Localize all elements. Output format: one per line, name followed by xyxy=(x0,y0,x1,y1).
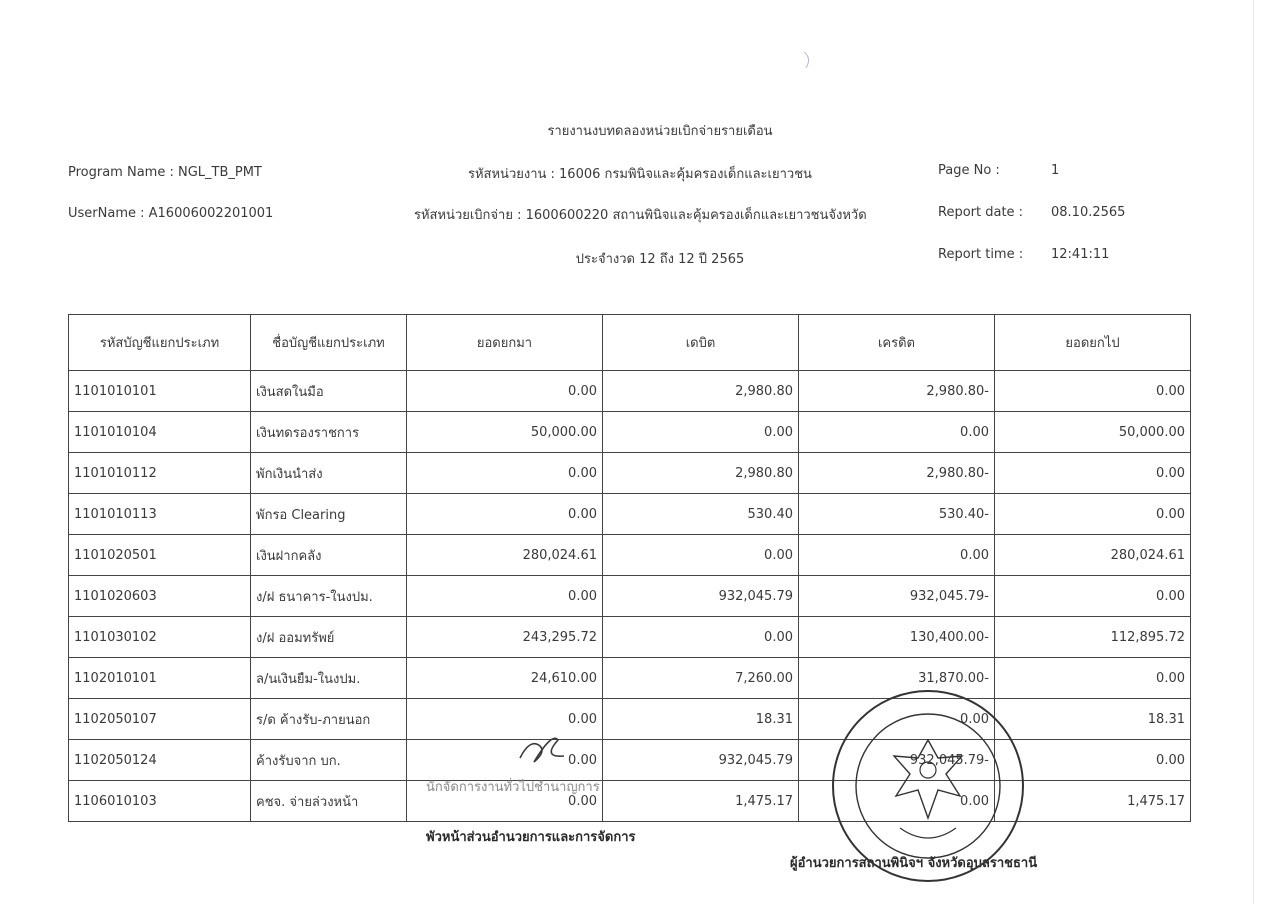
page-no-value: 1 xyxy=(1051,163,1060,178)
signer-title-right: ผู้อำนวยการสถานพินิจฯ จังหวัดอุบลราชธานี xyxy=(790,856,1038,871)
debit-cell: 2,980.80 xyxy=(603,371,799,412)
credit-cell: 0.00 xyxy=(799,781,995,822)
table-row xyxy=(69,535,1191,576)
carried-forward-cell: 1,475.17 xyxy=(995,781,1191,822)
report-time-label: Report time : xyxy=(938,247,1024,262)
account-code-cell: 1102050107 xyxy=(69,699,251,740)
account-name-cell: เงินฝากคลัง xyxy=(251,535,407,576)
credit-cell: 31,870.00- xyxy=(799,658,995,699)
handwritten-signature xyxy=(512,728,572,774)
account-name-cell: คชจ. จ่ายล่วงหน้า xyxy=(251,781,407,822)
debit-cell: 18.31 xyxy=(603,699,799,740)
credit-cell: 932,045.79- xyxy=(799,740,995,781)
account-code-cell: 1101030102 xyxy=(69,617,251,658)
brought-forward-cell: 0.00 xyxy=(407,371,603,412)
report-period: ประจำงวด 12 ถึง 12 ปี 2565 xyxy=(575,252,745,267)
agency-code: รหัสหน่วยงาน : 16006 กรมพินิจและคุ้มครองเด็กและเยาวชน xyxy=(468,167,812,182)
brought-forward-cell: 0.00 xyxy=(407,453,603,494)
report-title: รายงานงบทดลองหน่วยเบิกจ่ายรายเดือน xyxy=(547,124,773,139)
carried-forward-cell: 0.00 xyxy=(995,453,1191,494)
account-code-cell: 1101010113 xyxy=(69,494,251,535)
account-name-cell: ง/ฝ ออมทรัพย์ xyxy=(251,617,407,658)
carried-forward-cell: 0.00 xyxy=(995,494,1191,535)
table-row xyxy=(69,371,1191,412)
carried-forward-cell: 18.31 xyxy=(995,699,1191,740)
brought-forward-cell: 243,295.72 xyxy=(407,617,603,658)
report-date-value: 08.10.2565 xyxy=(1051,205,1126,220)
credit-cell: 0.00 xyxy=(799,699,995,740)
debit-cell: 7,260.00 xyxy=(603,658,799,699)
column-header-brought-forward: ยอดยกมา xyxy=(407,315,603,371)
credit-cell: 0.00 xyxy=(799,535,995,576)
brought-forward-cell: 50,000.00 xyxy=(407,412,603,453)
account-name-cell: ค้างรับจาก บก. xyxy=(251,740,407,781)
report-date-label: Report date : xyxy=(938,205,1024,220)
account-code-cell: 1101020603 xyxy=(69,576,251,617)
disbursing-unit: รหัสหน่วยเบิกจ่าย : 1600600220 สถานพินิจและคุ้มครองเด็กและเยาวชนจังหวัด xyxy=(414,208,867,223)
credit-cell: 0.00 xyxy=(799,412,995,453)
brought-forward-cell: 0.00 xyxy=(407,576,603,617)
table-row xyxy=(69,453,1191,494)
account-code-cell: 1102010101 xyxy=(69,658,251,699)
program-name: Program Name : NGL_TB_PMT xyxy=(68,165,262,180)
credit-cell: 2,980.80- xyxy=(799,453,995,494)
account-code-cell: 1101010104 xyxy=(69,412,251,453)
column-header-debit: เดบิต xyxy=(603,315,799,371)
table-row xyxy=(69,617,1191,658)
credit-cell: 2,980.80- xyxy=(799,371,995,412)
carried-forward-cell: 0.00 xyxy=(995,740,1191,781)
debit-cell: 2,980.80 xyxy=(603,453,799,494)
page-no-label: Page No : xyxy=(938,163,1000,178)
carried-forward-cell: 0.00 xyxy=(995,576,1191,617)
account-code-cell: 1106010103 xyxy=(69,781,251,822)
column-header-account-code: รหัสบัญชีแยกประเภท xyxy=(69,315,251,371)
stray-pen-mark xyxy=(800,50,814,70)
debit-cell: 1,475.17 xyxy=(603,781,799,822)
table-row xyxy=(69,494,1191,535)
brought-forward-cell: 0.00 xyxy=(407,781,603,822)
carried-forward-cell: 280,024.61 xyxy=(995,535,1191,576)
credit-cell: 530.40- xyxy=(799,494,995,535)
table-row xyxy=(69,576,1191,617)
account-name-cell: ล/นเงินยืม-ในงปม. xyxy=(251,658,407,699)
account-name-cell: ร/ด ค้างรับ-ภายนอก xyxy=(251,699,407,740)
brought-forward-cell: 0.00 xyxy=(407,740,603,781)
account-code-cell: 1101010101 xyxy=(69,371,251,412)
user-name: UserName : A16006002201001 xyxy=(68,206,274,221)
report-time-value: 12:41:11 xyxy=(1051,247,1110,262)
carried-forward-cell: 0.00 xyxy=(995,658,1191,699)
debit-cell: 932,045.79 xyxy=(603,576,799,617)
garuda-seal-icon xyxy=(830,688,1026,884)
debit-cell: 0.00 xyxy=(603,617,799,658)
account-name-cell: ง/ฝ ธนาคาร-ในงปม. xyxy=(251,576,407,617)
account-name-cell: พักเงินนำส่ง xyxy=(251,453,407,494)
brought-forward-cell: 0.00 xyxy=(407,494,603,535)
column-header-carried-forward: ยอดยกไป xyxy=(995,315,1191,371)
carried-forward-cell: 50,000.00 xyxy=(995,412,1191,453)
brought-forward-cell: 0.00 xyxy=(407,699,603,740)
column-header-account-name: ชื่อบัญชีแยกประเภท xyxy=(251,315,407,371)
account-code-cell: 1101010112 xyxy=(69,453,251,494)
debit-cell: 530.40 xyxy=(603,494,799,535)
signer-title-left: พัวหน้าส่วนอำนวยการและการจัดการ xyxy=(426,830,636,845)
debit-cell: 0.00 xyxy=(603,412,799,453)
brought-forward-cell: 280,024.61 xyxy=(407,535,603,576)
table-row xyxy=(69,412,1191,453)
account-name-cell: เงินทดรองราชการ xyxy=(251,412,407,453)
carried-forward-cell: 112,895.72 xyxy=(995,617,1191,658)
account-code-cell: 1102050124 xyxy=(69,740,251,781)
credit-cell: 130,400.00- xyxy=(799,617,995,658)
table-header-row xyxy=(69,315,1191,371)
signer-position: นักจัดการงานทั่วไปชำนาญการ xyxy=(426,780,600,795)
column-header-credit: เครดิต xyxy=(799,315,995,371)
carried-forward-cell: 0.00 xyxy=(995,371,1191,412)
debit-cell: 0.00 xyxy=(603,535,799,576)
brought-forward-cell: 24,610.00 xyxy=(407,658,603,699)
credit-cell: 932,045.79- xyxy=(799,576,995,617)
account-code-cell: 1101020501 xyxy=(69,535,251,576)
account-name-cell: เงินสดในมือ xyxy=(251,371,407,412)
debit-cell: 932,045.79 xyxy=(603,740,799,781)
account-name-cell: พักรอ Clearing xyxy=(251,494,407,535)
